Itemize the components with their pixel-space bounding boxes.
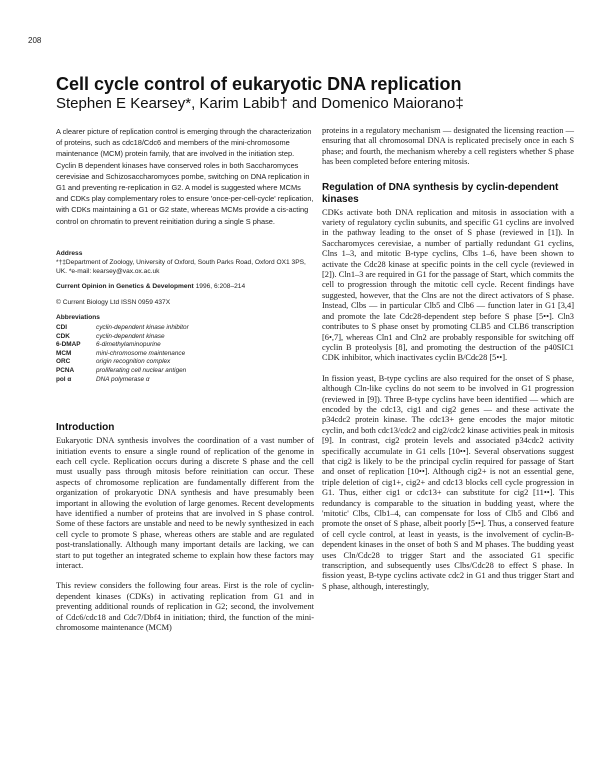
copyright-line: © Current Biology Ltd ISSN 0959 437X	[56, 298, 171, 306]
abbreviation-definition: proliferating cell nuclear antigen	[96, 367, 187, 375]
abbreviation-definition: cyclin-dependent kinase	[96, 332, 165, 340]
journal-name: Current Opinion in Genetics & Development	[56, 283, 194, 291]
journal-citation: 1996, 6:208–214	[195, 283, 246, 291]
abbreviation-term: PCNA	[56, 367, 75, 375]
abbreviation-term: MCM	[56, 349, 72, 357]
abbreviation-definition: mini-chromosome maintenance	[96, 349, 186, 357]
abstract: A clearer picture of replication control is emerging through the characterization of proteins, such as cdc18/Cdc6 and members of the mini-chromosome maintenance (MCM) protein family, that are involved in the initiation step. Cyclin B dependent kinases have conserved roles in both Saccharomyces cerevisiae and Schizosaccharomyces pombe, switching on DNA replication in G1 and preventing re-replication in G2. A model is suggested where MCMs and CDKs play complementary roles to ensure 'once-per-cell-cycle' replication, with CDKs maintaining a G1 or G2 state, whereas MCMs provide a cis-acting control on chromatin to prevent reinitiation during a single S phase.	[56, 127, 314, 226]
left-column	[56, 126, 314, 644]
regulation-paragraph-2: In fission yeast, B-type cyclins are also required for the onset of S phase, although Cln-like cyclins do not seem to be involved in G1 progression (reviewed in [9]). Three B-type cyclins have been identified — which are encoded by the cdc13, cig1 and cig2 genes — and these activate the p34cdc2 protein kinase. The cdc13+ gene encodes the major mitotic cyclin, and both cdc13/cdc2 and cig2/cdc2 kinase activities peak in mitosis [9]. In contrast, cig2 protein levels and associated p34cdc2 activity specifically accumulate in G1 cells [10••]. Several observations suggest that cig2 is likely to be the principal cyclin required for passage of Start and onset of replication [10••]. Although cig2+ is not an essential gene, triple deletion of cig1+, cig2+ and cdc13 blocks cell cycle progression in G1. Thus, either cig1 or cdc13+ can substitute for cig2 [11••]. This redundancy is comparable to the situation in budding yeast, where the 'mitotic' Clbs, Clb1–4, can compensate for loss of Clb5 and Clb6 and promote the onset of S phase, albeit poorly [5••]. Thus, a conserved feature of cell cycle control, at least in yeasts, is the involvement of cyclin-B-dependent kinases in the onset of both S and M phases. The budding yeast uses Cln/Cdc28 to trigger Start and the associated G1 specific transcription, and subsequently uses Clbs/Cdc28 to effect S phase. In fission yeast, B-type cyclins activate cdc2 in G1 and thus trigger Start and S phase, although, interestingly,	[322, 373, 574, 591]
abbreviation-definition: cyclin-dependent kinase inhibitor	[96, 324, 189, 332]
abbreviation-term: pol α	[56, 375, 72, 383]
abbreviation-row	[56, 324, 189, 333]
abbreviation-row	[56, 376, 189, 385]
continued-paragraph: proteins in a regulatory mechanism — designated the licensing reaction — ensuring that all chromosomal DNA is replicated precisely once in each S phase; and fourth, the mechanism whereby a cell registers whether S phase has been completed before entering mitosis.	[322, 126, 574, 167]
abbreviation-row	[56, 333, 189, 342]
abbreviations-table	[56, 324, 189, 384]
right-column	[322, 126, 574, 602]
introduction-heading: Introduction	[56, 422, 115, 434]
introduction-paragraph-1: Eukaryotic DNA synthesis involves the coordination of a vast number of initiation events to ensure a single round of replication of the genome in each cell cycle. Replication occurs during a discrete S phase and the cell must usually pass through mitosis before reinitiation can occur. These aspects of chromosome replication are fundamentally different from the organization of prokaryotic DNA synthesis and have presumably been important in allowing the evolution of large genomes. Recent developments have identified a number of proteins that are involved in S phase control. Some of these factors are unstable and need to be newly synthesized in each cell cycle to promote S phase, whereas others are stable and are regulated post-translationally. Although many important details are lacking, we can start to put together an integrated scheme to explain how these factors may interact.	[56, 436, 314, 571]
page-number: 208	[28, 36, 42, 45]
abbreviation-definition: 6-dimethylaminopurine	[96, 341, 161, 349]
regulation-paragraph-1: CDKs activate both DNA replication and mitosis in association with a variety of regulatory cyclin subunits, and specific G1 cyclins are involved in the pathway leading to the onset of S phase (reviewed in [1]). In Saccharomyces cerevisiae, a number of partially redundant G1 cyclins, Clns 1–3, and mitotic B-type cyclins, Clbs 1–6, have been shown to activate the Cdc28 kinase at specific points in the cell cycle (reviewed in [2]). Cln1–3 are required in G1 for the passage of Start, which commits the cell to progression through the mitotic cell cycle. Recent findings have suggested, however, that the Clns are not the direct activators of S phase. Instead, Clbs — in particular Clb5 and Clb6 — function later in G1 [3,4] and promote the late Cdc28-dependent step before S phase [5••]. Cln3 contributes to S phase onset by promoting CLB5 and CLB6 transcription [6•,7], whereas Cln1 and Cln2 are probably responsible for switching off cyclin B proteolysis [8], and promoting the destruction of the p40SIC1 CDK inhibitor, which inactivates cyclin B/Cdc28 [5••].	[322, 207, 574, 363]
article-metadata	[56, 249, 314, 384]
author-list: Stephen E Kearsey*, Karim Labib† and Domenico Maiorano‡	[56, 95, 464, 112]
article-title: Cell cycle control of eukaryotic DNA replication	[56, 74, 462, 94]
abbreviation-definition: DNA polymerase α	[96, 375, 150, 383]
abbreviation-row	[56, 367, 189, 376]
introduction-paragraph-2: This review considers the following four areas. First is the role of cyclin-dependent kinases (CDKs) in activating replication from G1 and in preventing additional rounds of replication in G2; second, the involvement of Cdc6/cdc18 and Cdc7/Dbf4 in initiation; third, the function of the mini-chromosome maintenance (MCM)	[56, 581, 314, 633]
abbreviation-term: CDI	[56, 324, 68, 332]
abbreviation-definition: origin recognition complex	[96, 358, 171, 366]
address-label: Address	[56, 249, 83, 257]
regulation-heading: Regulation of DNA synthesis by cyclin-dependent kinases	[322, 181, 559, 205]
abbreviation-term: ORC	[56, 358, 71, 366]
abbreviations-label: Abbreviations	[56, 313, 100, 321]
abbreviation-row	[56, 341, 189, 350]
abbreviation-row	[56, 358, 189, 367]
abbreviation-row	[56, 350, 189, 359]
abbreviation-term: 6-DMAP	[56, 341, 81, 349]
abbreviation-term: CDK	[56, 332, 70, 340]
address-text: *†‡Department of Zoology, University of Oxford, South Parks Road, Oxford OX1 3PS, UK. *e-mail: kearsey@vax.ox.ac.uk	[56, 259, 306, 276]
